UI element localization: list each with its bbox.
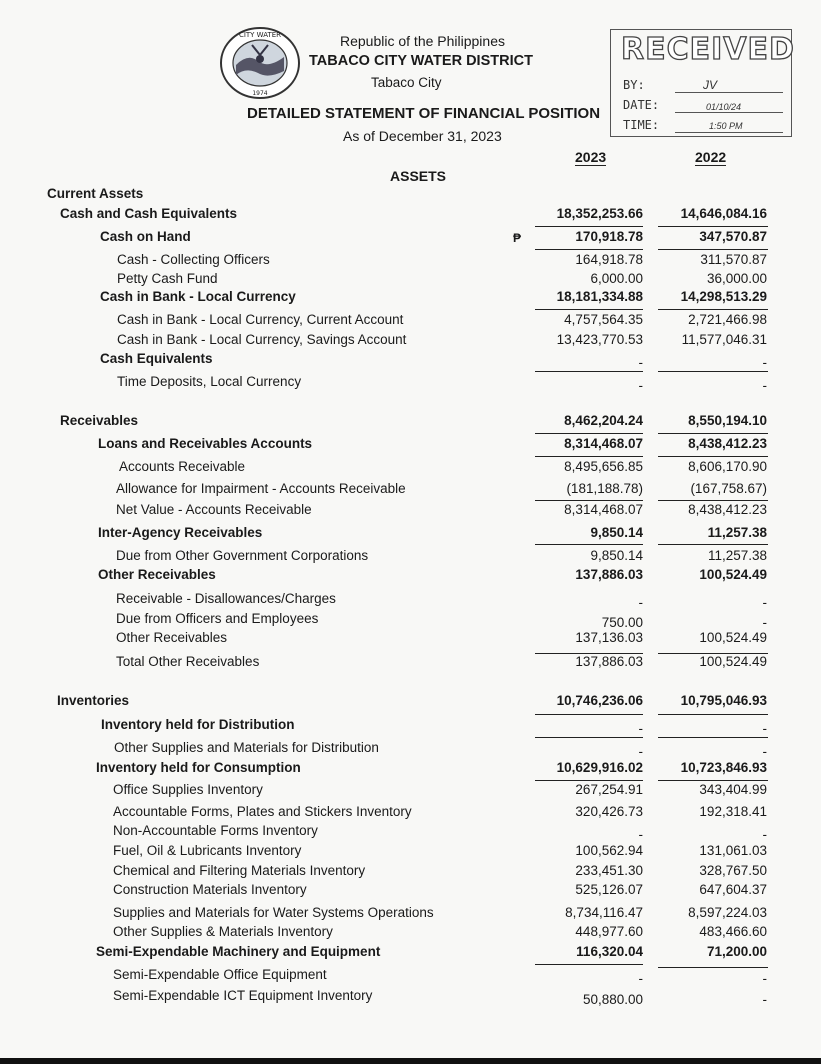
value-2022: 100,524.49: [699, 630, 767, 645]
row-label: Cash in Bank - Local Currency, Savings Account: [117, 332, 407, 347]
value-2022: 11,577,046.31: [681, 332, 767, 347]
value-2023: 750.00: [601, 615, 643, 630]
stamp-date-label: DATE:: [623, 98, 660, 112]
row-label: Office Supplies Inventory: [113, 782, 263, 797]
row-label: Total Other Receivables: [116, 654, 260, 669]
section-heading-assets: ASSETS: [390, 168, 447, 184]
row-label: Other Supplies & Materials Inventory: [113, 924, 333, 939]
value-2023: 10,629,916.02: [556, 760, 643, 775]
value-2023: 18,181,334.88: [556, 289, 643, 304]
value-2022: 11,257.38: [707, 548, 767, 563]
row-label: Cash on Hand: [100, 229, 191, 244]
value-2022: 11,257.38: [707, 525, 767, 540]
scan-edge-bar: [0, 1058, 821, 1064]
value-2023: 448,977.60: [575, 924, 643, 939]
stamp-title: RECEIVED: [621, 32, 795, 67]
row-label: Inventories: [57, 693, 130, 708]
value-2023: -: [638, 744, 643, 759]
row-label: Current Assets: [47, 186, 144, 201]
stamp-time-value: 1:50 PM: [709, 121, 743, 131]
value-2022: 483,466.60: [699, 924, 767, 939]
received-stamp: [610, 29, 795, 137]
value-2023: 9,850.14: [590, 548, 643, 563]
value-2023: 8,314,468.07: [564, 502, 643, 517]
value-2022: 100,524.49: [699, 567, 767, 582]
value-2022: -: [762, 721, 767, 736]
district-name: TABACO CITY WATER DISTRICT: [309, 53, 533, 69]
value-2023: 320,426.73: [575, 804, 643, 819]
value-2022: (167,758.67): [690, 481, 767, 496]
value-2022: -: [762, 615, 767, 630]
value-2023: 8,734,116.47: [565, 905, 643, 920]
row-label: Semi-Expendable Machinery and Equipment: [96, 944, 381, 959]
value-2023: 9,850.14: [590, 525, 643, 540]
peso-sign: ₱: [513, 231, 522, 245]
row-label: Cash - Collecting Officers: [117, 252, 270, 267]
value-2023: 233,451.30: [575, 863, 643, 878]
value-2022: 647,604.37: [699, 882, 767, 897]
row-label: Allowance for Impairment - Accounts Receivable: [116, 481, 406, 496]
row-label: Accountable Forms, Plates and Stickers Inventory: [113, 804, 412, 819]
value-2023: 8,314,468.07: [564, 436, 643, 451]
row-label: Other Receivables: [98, 567, 216, 582]
value-2022: 8,438,412.23: [688, 502, 767, 517]
value-2022: 343,404.99: [699, 782, 767, 797]
value-2022: 14,298,513.29: [680, 289, 767, 304]
row-label: Due from Officers and Employees: [116, 611, 319, 626]
value-2022: 8,606,170.90: [688, 459, 767, 474]
stamp-time-label: TIME:: [623, 118, 660, 132]
value-2022: -: [762, 971, 767, 986]
value-2023: -: [638, 355, 643, 370]
as-of-date: As of December 31, 2023: [343, 128, 502, 144]
stamp-by-label: BY:: [623, 78, 645, 92]
value-2022: 328,767.50: [699, 863, 767, 878]
value-2022: -: [762, 595, 767, 610]
row-label: Net Value - Accounts Receivable: [116, 502, 312, 517]
value-2023: 525,126.07: [575, 882, 643, 897]
value-2023: 170,918.78: [575, 229, 643, 244]
value-2023: -: [638, 827, 643, 842]
row-label: Construction Materials Inventory: [113, 882, 307, 897]
value-2023: -: [638, 971, 643, 986]
value-2022: -: [762, 378, 767, 393]
row-label: Non-Accountable Forms Inventory: [113, 823, 318, 838]
value-2023: 13,423,770.53: [556, 332, 643, 347]
row-label: Cash in Bank - Local Currency, Current Account: [117, 312, 404, 327]
row-label: Loans and Receivables Accounts: [98, 436, 313, 451]
value-2023: -: [638, 378, 643, 393]
value-2022: 100,524.49: [699, 654, 767, 669]
value-2022: 2,721,466.98: [688, 312, 767, 327]
value-2022: 347,570.87: [699, 229, 767, 244]
stamp-date-value: 01/10/24: [706, 102, 742, 112]
row-label: Fuel, Oil & Lubricants Inventory: [113, 843, 302, 858]
row-label: Accounts Receivable: [119, 459, 246, 474]
value-2022: 10,795,046.93: [680, 693, 767, 708]
value-2023: 4,757,564.35: [564, 312, 643, 327]
value-2023: 116,320.04: [576, 944, 643, 959]
republic-text: Republic of the Philippines: [340, 33, 505, 49]
row-label: Cash and Cash Equivalents: [60, 206, 238, 221]
value-2022: 71,200.00: [706, 944, 767, 959]
value-2022: 14,646,084.16: [680, 206, 767, 221]
value-2023: 137,886.03: [575, 654, 643, 669]
value-2022: -: [762, 992, 767, 1007]
value-2023: 50,880.00: [582, 992, 643, 1007]
svg-text:CITY WATER: CITY WATER: [238, 31, 282, 39]
value-2022: 10,723,846.93: [680, 760, 767, 775]
row-label: Other Supplies and Materials for Distribution: [114, 740, 379, 755]
value-2022: -: [762, 827, 767, 842]
svg-text:1974: 1974: [252, 90, 268, 97]
value-2022: -: [762, 355, 767, 370]
value-2023: 137,886.03: [575, 567, 643, 582]
row-label: Chemical and Filtering Materials Inventory: [113, 863, 366, 878]
value-2023: -: [638, 721, 643, 736]
row-label: Petty Cash Fund: [117, 271, 218, 286]
value-2022: 311,570.87: [700, 252, 767, 267]
value-2023: 8,462,204.24: [564, 413, 643, 428]
value-2023: -: [638, 595, 643, 610]
value-2023: 137,136.03: [575, 630, 643, 645]
value-2023: 267,254.91: [575, 782, 643, 797]
row-label: Semi-Expendable Office Equipment: [113, 967, 327, 982]
row-label: Time Deposits, Local Currency: [117, 374, 302, 389]
value-2022: 36,000.00: [706, 271, 767, 286]
value-2022: 8,597,224.03: [688, 905, 767, 920]
column-header-2022: 2022: [695, 149, 727, 165]
water-district-logo-icon: [218, 25, 302, 101]
value-2023: 10,746,236.06: [556, 693, 643, 708]
value-2023: 6,000.00: [590, 271, 643, 286]
row-label: Receivable - Disallowances/Charges: [116, 591, 336, 606]
stamp-by-signature: JV: [703, 78, 718, 92]
value-2022: 8,438,412.23: [688, 436, 767, 451]
row-label: Due from Other Government Corporations: [116, 548, 369, 563]
value-2023: 8,495,656.85: [564, 459, 643, 474]
row-label: Cash Equivalents: [100, 351, 213, 366]
value-2022: 192,318.41: [699, 804, 767, 819]
city-name: Tabaco City: [371, 75, 442, 90]
document-title: DETAILED STATEMENT OF FINANCIAL POSITION: [247, 105, 601, 122]
value-2023: 18,352,253.66: [556, 206, 643, 221]
row-label: Inventory held for Consumption: [96, 760, 301, 775]
value-2023: 100,562.94: [575, 843, 643, 858]
row-label: Other Receivables: [116, 630, 228, 645]
row-label: Supplies and Materials for Water Systems Operations: [113, 905, 434, 920]
column-header-2023: 2023: [575, 149, 607, 165]
row-label: Inter-Agency Receivables: [98, 525, 263, 540]
value-2023: (181,188.78): [566, 481, 643, 496]
row-label: Inventory held for Distribution: [101, 717, 295, 732]
value-2022: 131,061.03: [699, 843, 767, 858]
value-2023: 164,918.78: [575, 252, 643, 267]
row-label: Cash in Bank - Local Currency: [100, 289, 296, 304]
row-label: Receivables: [60, 413, 139, 428]
value-2022: 8,550,194.10: [688, 413, 767, 428]
value-2022: -: [762, 744, 767, 759]
row-label: Semi-Expendable ICT Equipment Inventory: [113, 988, 373, 1003]
